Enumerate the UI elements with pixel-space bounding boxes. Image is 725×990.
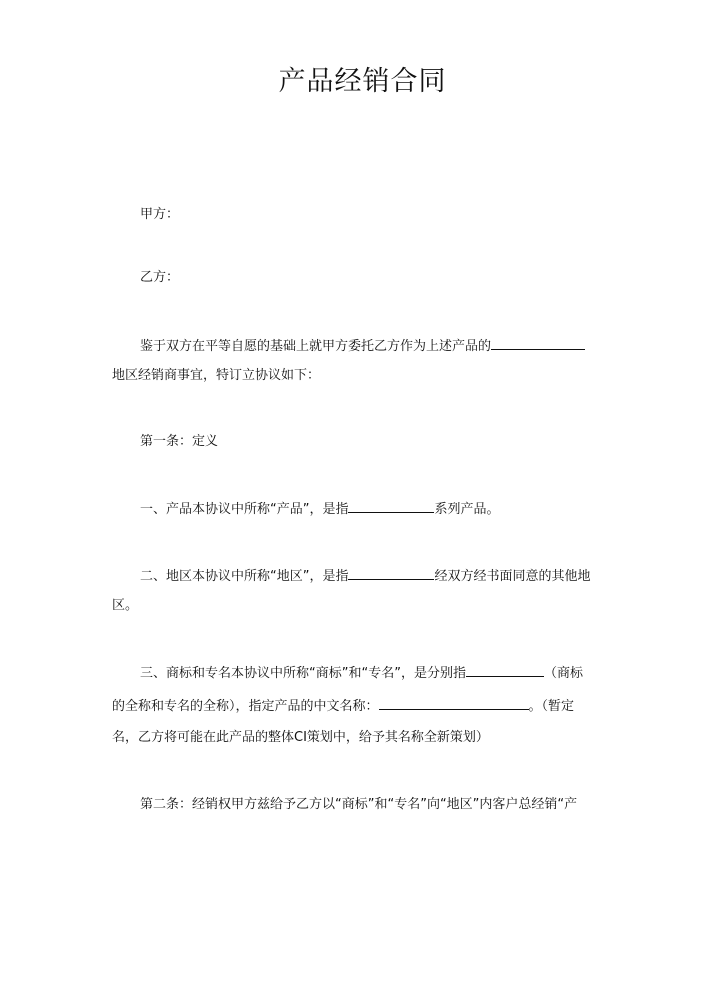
blank-chinese-name-line (379, 695, 529, 710)
preamble-line-2: 地区经销商事宜，特订立协议如下： (112, 368, 321, 383)
article-1-item-3-line-1 (140, 662, 583, 684)
article-1-item-3-line-2 (112, 695, 574, 717)
item-1-text-before: 一、产品本协议中所称“产品”，是指 (140, 502, 349, 517)
document-title: 产品经销合同 (278, 66, 447, 97)
item-2-text-before: 二、地区本协议中所称“地区”，是指 (140, 569, 349, 584)
article-2-line-1: 第二条：经销权甲方兹给予乙方以“商标”和“专名”向“地区”内客户总经销“产 (140, 797, 578, 812)
article-1-item-2 (140, 565, 591, 587)
blank-region-definition-line (348, 565, 434, 580)
item-3-line-2-before: 的全称和专名的全称），指定产品的中文名称： (112, 699, 379, 714)
article-1-item-3-line-3: 名，乙方将可能在此产品的整体CI策划中，给予其名称全新策划） (112, 730, 489, 745)
party-b-label: 乙方： (140, 270, 180, 285)
preamble-line-1 (140, 335, 585, 357)
blank-product-series-line (348, 498, 434, 513)
item-3-line-2-after: 。（暂定 (528, 699, 575, 714)
article-1-item-1 (140, 498, 500, 520)
item-3-text-before: 三、商标和专名本协议中所称“商标”和“专名”，是分别指 (140, 666, 466, 681)
preamble-text-1: 鉴于双方在平等自愿的基础上就甲方委托乙方作为上述产品的 (140, 339, 492, 354)
item-1-text-after: 系列产品。 (434, 502, 500, 517)
article-1-heading: 第一条：定义 (140, 434, 219, 449)
article-1-item-2-line-2: 区。 (112, 598, 139, 613)
party-a-label: 甲方： (140, 207, 180, 222)
blank-region-line (491, 335, 585, 350)
item-2-text-after: 经双方经书面同意的其他地 (434, 569, 591, 584)
item-3-text-after: （商标 (543, 666, 583, 681)
blank-trademark-line (466, 662, 544, 677)
